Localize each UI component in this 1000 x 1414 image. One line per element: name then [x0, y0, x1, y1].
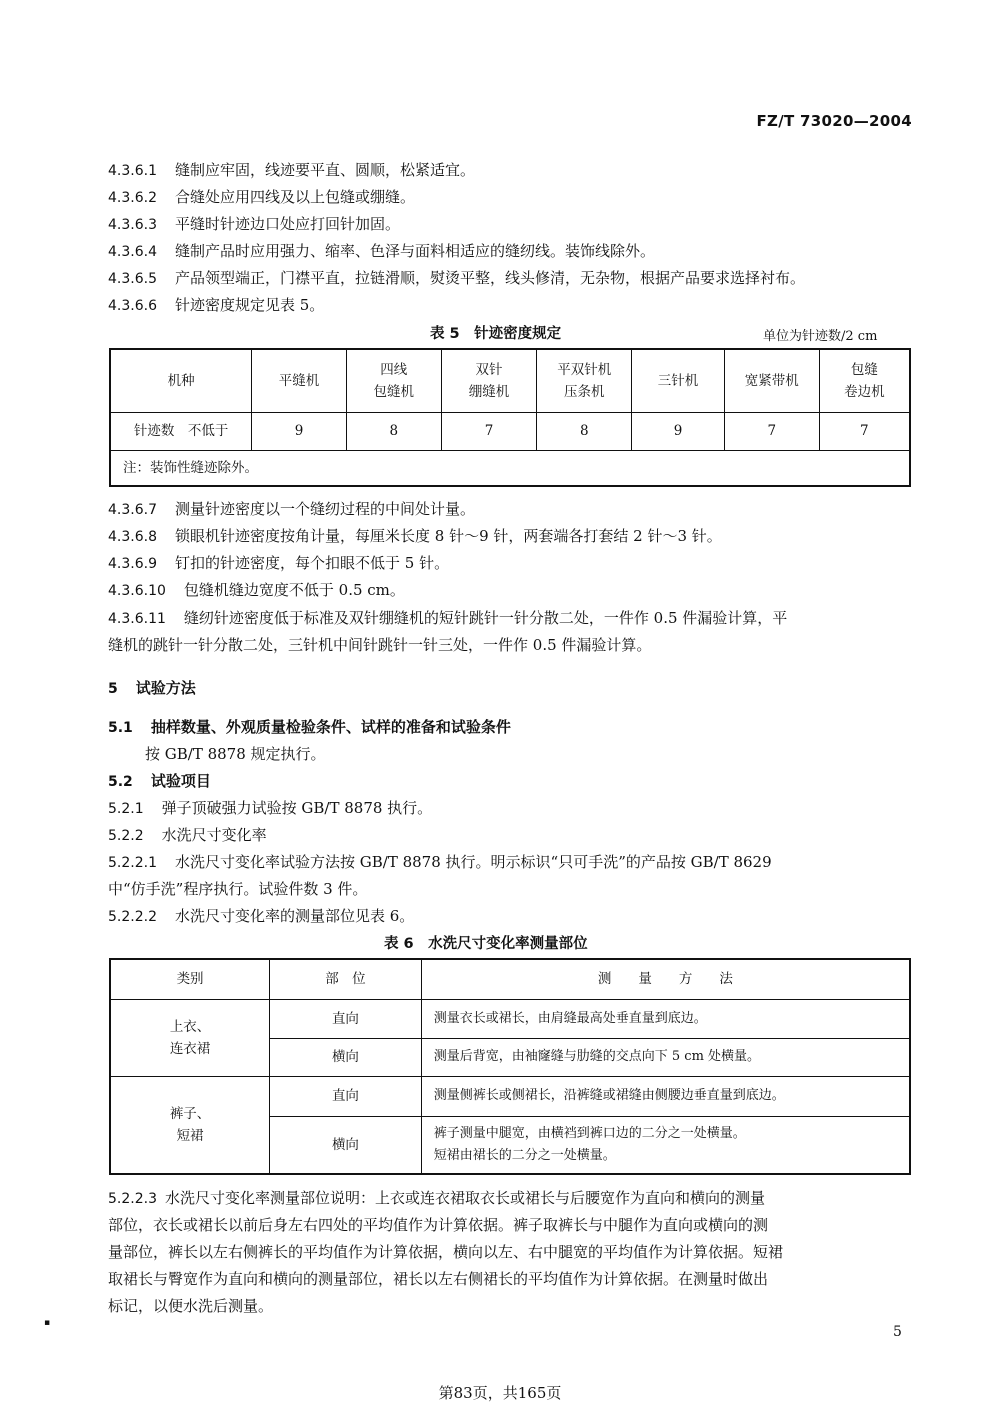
clause-text: 弹子顶破强力试验按 GB/T 8878 执行。 [161, 799, 433, 817]
section-title: 试验项目 [150, 772, 211, 790]
clause-number: 4.3.6.9 [108, 556, 157, 572]
clause-text: 水洗尺寸变化率 [161, 826, 267, 844]
clause-text: 缝制产品时应用强力、缩率、色泽与面料相适应的缝纫线。装饰线除外。 [174, 242, 655, 260]
table5-cell: 7 [819, 412, 910, 450]
table5-header-row [110, 349, 910, 412]
clause-5-2-1 [108, 797, 918, 820]
scan-mark: ▪ [44, 1318, 51, 1328]
clause-text: 钉扣的针迹密度，每个扣眼不低于 5 针。 [174, 554, 450, 572]
section-title: 试验方法 [135, 679, 196, 697]
table6 [109, 958, 911, 1175]
section-5-2-heading [108, 770, 918, 793]
clause-number: 5.2.2.2 [108, 909, 157, 925]
clause-number: 4.3.6.8 [108, 529, 157, 545]
table5 [109, 348, 911, 487]
clause-number: 4.3.6.1 [108, 163, 157, 179]
table5-head-cell: 平缝机 [252, 349, 347, 412]
clause-5-2-2 [108, 824, 918, 847]
section-number: 5 [108, 681, 118, 697]
table6-part: 直向 [270, 1076, 422, 1116]
clause-text: 产品领型端正，门襟平直，拉链滑顺，熨烫平整，线头修清，无杂物，根据产品要求选择衬布。 [174, 269, 805, 287]
table6-method: 裤子测量中腿宽，由横裆到裤口边的二分之一处横量。 短裙由裙长的二分之一处横量。 [421, 1116, 910, 1174]
section-number: 5.2 [108, 774, 133, 790]
clause-text: 测量针迹密度以一个缝纫过程的中间处计量。 [174, 500, 475, 518]
table-row [110, 999, 910, 1038]
table5-data-row [110, 412, 910, 450]
table5-cell: 7 [441, 412, 537, 450]
table6-part: 横向 [270, 1038, 422, 1076]
clause-4-3-6-3 [108, 213, 918, 236]
section-5-1-text: 按 GB/T 8878 规定执行。 [145, 745, 326, 763]
table5-unit: 单位为针迹数/2 cm [763, 329, 878, 344]
table6-head-cell: 测 量 方 法 [421, 959, 910, 999]
table5-head-cell: 双针 绷缝机 [441, 349, 537, 412]
clause-text: 缝纫针迹密度低于标准及双针绷缝机的短针跳针一针分散二处，一件作 0.5 件漏验计算，平 [183, 609, 788, 627]
clause-4-3-6-11 [108, 607, 918, 630]
clause-number: 4.3.6.5 [108, 271, 157, 287]
clause-5-2-2-3-line: 标记，以便水洗后测量。 [108, 1297, 274, 1315]
clause-number: 4.3.6.3 [108, 217, 157, 233]
clause-number: 5.2.1 [108, 801, 144, 817]
clause-5-2-2-2 [108, 905, 918, 928]
clause-5-2-2-1 [108, 851, 918, 874]
table6-header-row [110, 959, 910, 999]
table6-category: 裤子、 短裙 [110, 1076, 270, 1174]
clause-text: 水洗尺寸变化率测量部位说明：上衣或连衣裙取衣长或裙长与后腰宽作为直向和横向的测量 [164, 1189, 765, 1207]
clause-number: 4.3.6.4 [108, 244, 157, 260]
table6-category: 上衣、 连衣裙 [110, 999, 270, 1076]
clause-text: 缝制应牢固，线迹要平直、圆顺，松紧适宜。 [174, 161, 475, 179]
table5-cell: 8 [346, 412, 441, 450]
table5-caption: 表 5 针迹密度规定 [430, 326, 562, 342]
clause-4-3-6-7 [108, 498, 918, 521]
clause-4-3-6-2 [108, 186, 918, 209]
table5-head-cell: 机种 [110, 349, 252, 412]
page-footer: 第83页，共165页 [438, 1384, 562, 1402]
table5-cell: 9 [632, 412, 725, 450]
clause-5-2-2-1-cont: 中“仿手洗”程序执行。试验件数 3 件。 [108, 880, 368, 898]
table6-caption: 表 6 水洗尺寸变化率测量部位 [384, 936, 588, 952]
clause-text: 锁眼机针迹密度按角计量，每厘米长度 8 针～9 针，两套端各打套结 2 针～3 针。 [174, 527, 722, 545]
clause-number: 4.3.6.10 [108, 583, 166, 599]
table5-cell: 7 [724, 412, 819, 450]
standard-code: FZ/T 73020—2004 [756, 112, 912, 130]
clause-4-3-6-8 [108, 525, 918, 548]
clause-text: 合缝处应用四线及以上包缝或绷缝。 [174, 188, 415, 206]
table5-cell: 针迹数 不低于 [110, 412, 252, 450]
table6-method: 测量侧裤长或侧裙长，沿裤缝或裙缝由侧腰边垂直量到底边。 [421, 1076, 910, 1116]
table5-cell: 9 [252, 412, 347, 450]
table6-part: 横向 [270, 1116, 422, 1174]
clause-5-2-2-3-line: 量部位，裤长以左右侧裤长的平均值作为计算依据，横向以左、右中腿宽的平均值作为计算依据。短裙 [108, 1243, 784, 1261]
table5-head-cell: 四线 包缝机 [346, 349, 441, 412]
clause-5-2-2-3-line: 取裙长与臀宽作为直向和横向的测量部位，裙长以左右侧裙长的平均值作为计算依据。在测量时做出 [108, 1270, 769, 1288]
table6-part: 直向 [270, 999, 422, 1038]
clause-5-2-2-3 [108, 1187, 918, 1210]
clause-text: 平缝时针迹边口处应打回针加固。 [174, 215, 400, 233]
table5-note: 注：装饰性缝迹除外。 [110, 450, 910, 486]
clause-5-2-2-3-line: 部位，衣长或裙长以前后身左右四处的平均值作为计算依据。裤子取裤长与中腿作为直向或横向的测 [108, 1216, 769, 1234]
table6-head-cell: 部 位 [270, 959, 422, 999]
section-5-heading [108, 677, 918, 700]
clause-4-3-6-5 [108, 267, 918, 290]
clause-number: 4.3.6.6 [108, 298, 157, 314]
table6-head-cell: 类别 [110, 959, 270, 999]
table6-method: 测量后背宽，由袖窿缝与肋缝的交点向下 5 cm 处横量。 [421, 1038, 910, 1076]
clause-number: 5.2.2 [108, 828, 144, 844]
table-row [110, 1076, 910, 1116]
clause-4-3-6-10 [108, 579, 918, 602]
table6-method: 测量衣长或裙长，由肩缝最高处垂直量到底边。 [421, 999, 910, 1038]
clause-number: 4.3.6.11 [108, 611, 166, 627]
section-number: 5.1 [108, 720, 133, 736]
clause-number: 5.2.2.1 [108, 855, 157, 871]
table5-head-cell: 包缝 卷边机 [819, 349, 910, 412]
clause-number: 4.3.6.2 [108, 190, 157, 206]
clause-text: 水洗尺寸变化率试验方法按 GB/T 8878 执行。明示标识“只可手洗”的产品按 GB/T 8629 [174, 853, 772, 871]
table5-head-cell: 平双针机 压条机 [537, 349, 632, 412]
clause-number: 4.3.6.7 [108, 502, 157, 518]
clause-4-3-6-11-cont: 缝机的跳针一针分散二处，三针机中间针跳针一针三处，一件作 0.5 件漏验计算。 [108, 636, 652, 654]
clause-4-3-6-1 [108, 159, 918, 182]
table5-head-cell: 宽紧带机 [724, 349, 819, 412]
section-title: 抽样数量、外观质量检验条件、试样的准备和试验条件 [150, 718, 511, 736]
clause-text: 水洗尺寸变化率的测量部位见表 6。 [174, 907, 415, 925]
table5-note-row [110, 450, 910, 486]
clause-text: 针迹密度规定见表 5。 [174, 296, 325, 314]
clause-number: 5.2.2.3 [108, 1191, 157, 1207]
clause-4-3-6-9 [108, 552, 918, 575]
table5-cell: 8 [537, 412, 632, 450]
section-5-1-heading [108, 716, 918, 739]
clause-4-3-6-6 [108, 294, 918, 317]
clause-4-3-6-4 [108, 240, 918, 263]
clause-text: 包缝机缝边宽度不低于 0.5 cm。 [183, 581, 405, 599]
page-number: 5 [893, 1324, 902, 1340]
table5-head-cell: 三针机 [632, 349, 725, 412]
